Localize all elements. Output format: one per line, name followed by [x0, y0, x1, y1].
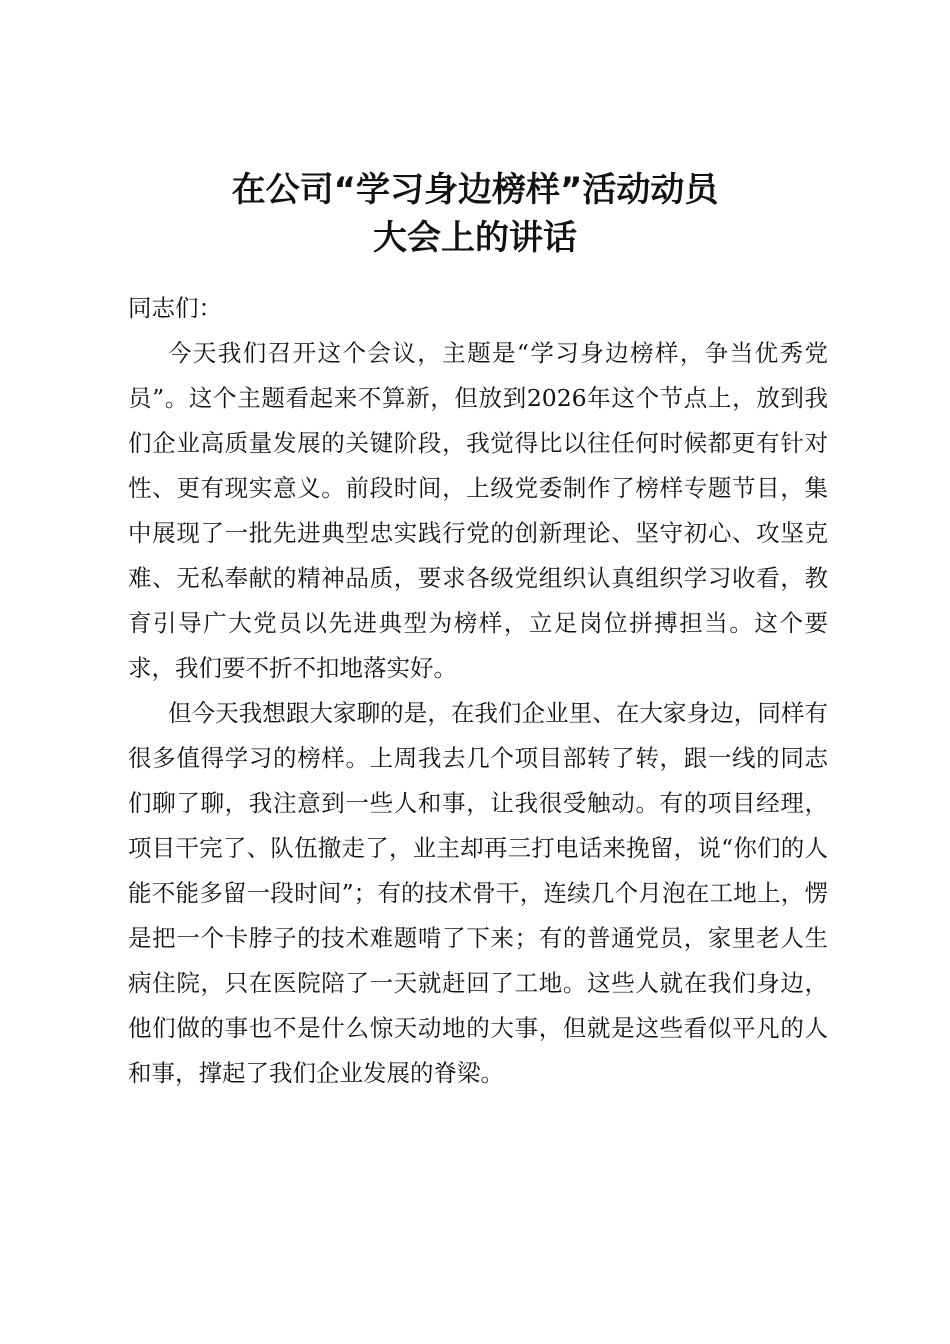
title-line-1: 在公司“学习身边榜样”活动动员 — [231, 170, 719, 210]
paragraph-1: 今天我们召开这个会议，主题是“学习身边榜样，争当优秀党员”。这个主题看起来不算新，但放到2026年这个节点上，放到我们企业高质量发展的关键阶段，我觉得比以往任何时候都更有针对性、更有现实意义。前段时间，上级党委制作了榜样专题节目，集中展现了一批先进典型忠实践行党的创新理论、坚守初心、攻坚克难、无私奉献的精神品质，要求各级党组织认真组织学习收看，教育引导广大党员以先进典型为榜样，立足岗位拼搏担当。这个要求，我们要不折不扣地落实好。 — [128, 339, 828, 682]
paragraph-2: 但今天我想跟大家聊的是，在我们企业里、在大家身边，同样有很多值得学习的榜样。上周我去几个项目部转了转，跟一线的同志们聊了聊，我注意到一些人和事，让我很受触动。有的项目经理，项目干完了、队伍撤走了，业主却再三打电话来挽留，说“你们的人能不能多留一段时间”；有的技术骨干，连续几个月泡在工地上，愣是把一个卡脖子的技术难题啃了下来；有的普通党员，家里老人生病住院，只在医院陪了一天就赶回了工地。这些人就在我们身边，他们做的事也不是什么惊天动地的大事，但就是这些看似平凡的人和事，撑起了我们企业发展的脊梁。 — [128, 699, 828, 1087]
salutation: 同志们： — [128, 294, 222, 322]
document-body — [128, 286, 828, 1096]
document-title — [0, 166, 950, 262]
title-line-2: 大会上的讲话 — [373, 218, 577, 258]
